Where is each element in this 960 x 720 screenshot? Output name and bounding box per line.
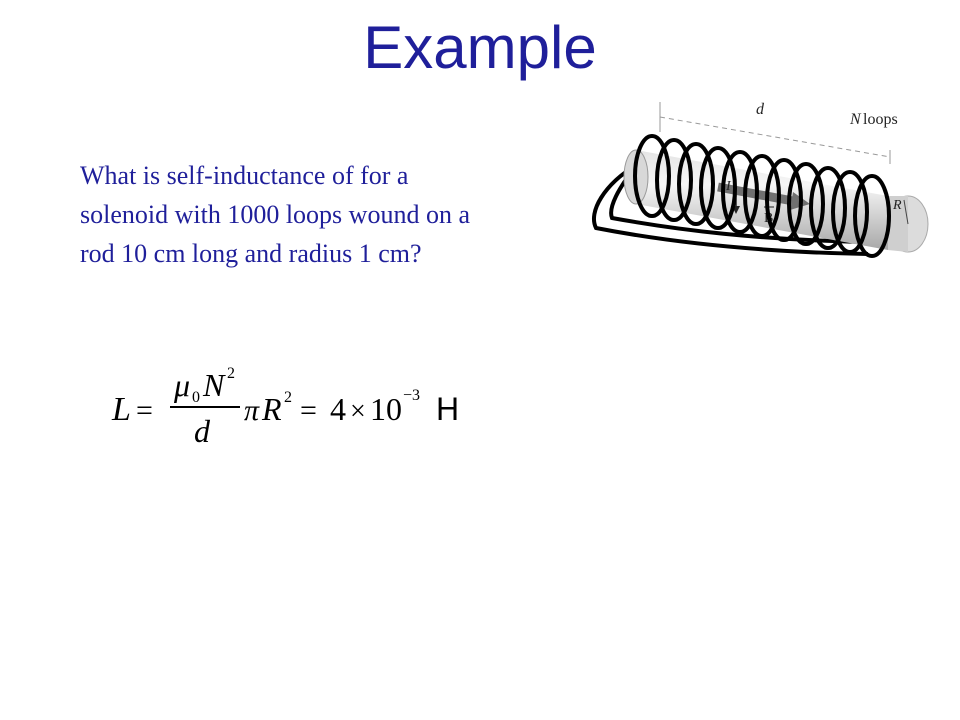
label-n: N (850, 111, 861, 128)
eq-unit: H (436, 391, 460, 427)
equation-render (110, 352, 510, 462)
eq-mu-sub: 0 (192, 389, 200, 406)
question-text (80, 156, 580, 273)
eq-times: × (350, 396, 366, 427)
eq-lhs: L (112, 391, 131, 428)
eq-num-n: N (203, 367, 225, 403)
question-line-2: solenoid with 1000 loops wound on a (80, 200, 470, 229)
eq-r: R (262, 391, 282, 427)
solenoid-diagram (588, 92, 960, 262)
eq-equals-1: = (136, 394, 153, 427)
label-r: R (893, 198, 902, 213)
label-b: B (764, 211, 774, 226)
eq-ten-exp: −3 (403, 387, 421, 404)
eq-pi: π (244, 394, 260, 427)
solenoid-figure (588, 92, 960, 262)
label-d: d (756, 101, 764, 118)
label-loops: loops (863, 111, 898, 128)
eq-equals-2: = (300, 394, 317, 427)
eq-num-exp: 2 (227, 365, 235, 382)
eq-den: d (194, 413, 210, 449)
eq-ten: 10 (370, 391, 402, 427)
label-i: I (726, 179, 731, 194)
eq-coef: 4 (330, 391, 346, 427)
question-line-3: rod 10 cm long and radius 1 cm? (80, 239, 422, 268)
slide-title: Example (363, 14, 597, 81)
eq-mu: μ (174, 367, 191, 403)
inductance-equation (110, 352, 510, 462)
eq-r-exp: 2 (284, 389, 292, 406)
question-line-1: What is self-inductance of for a (80, 161, 409, 190)
